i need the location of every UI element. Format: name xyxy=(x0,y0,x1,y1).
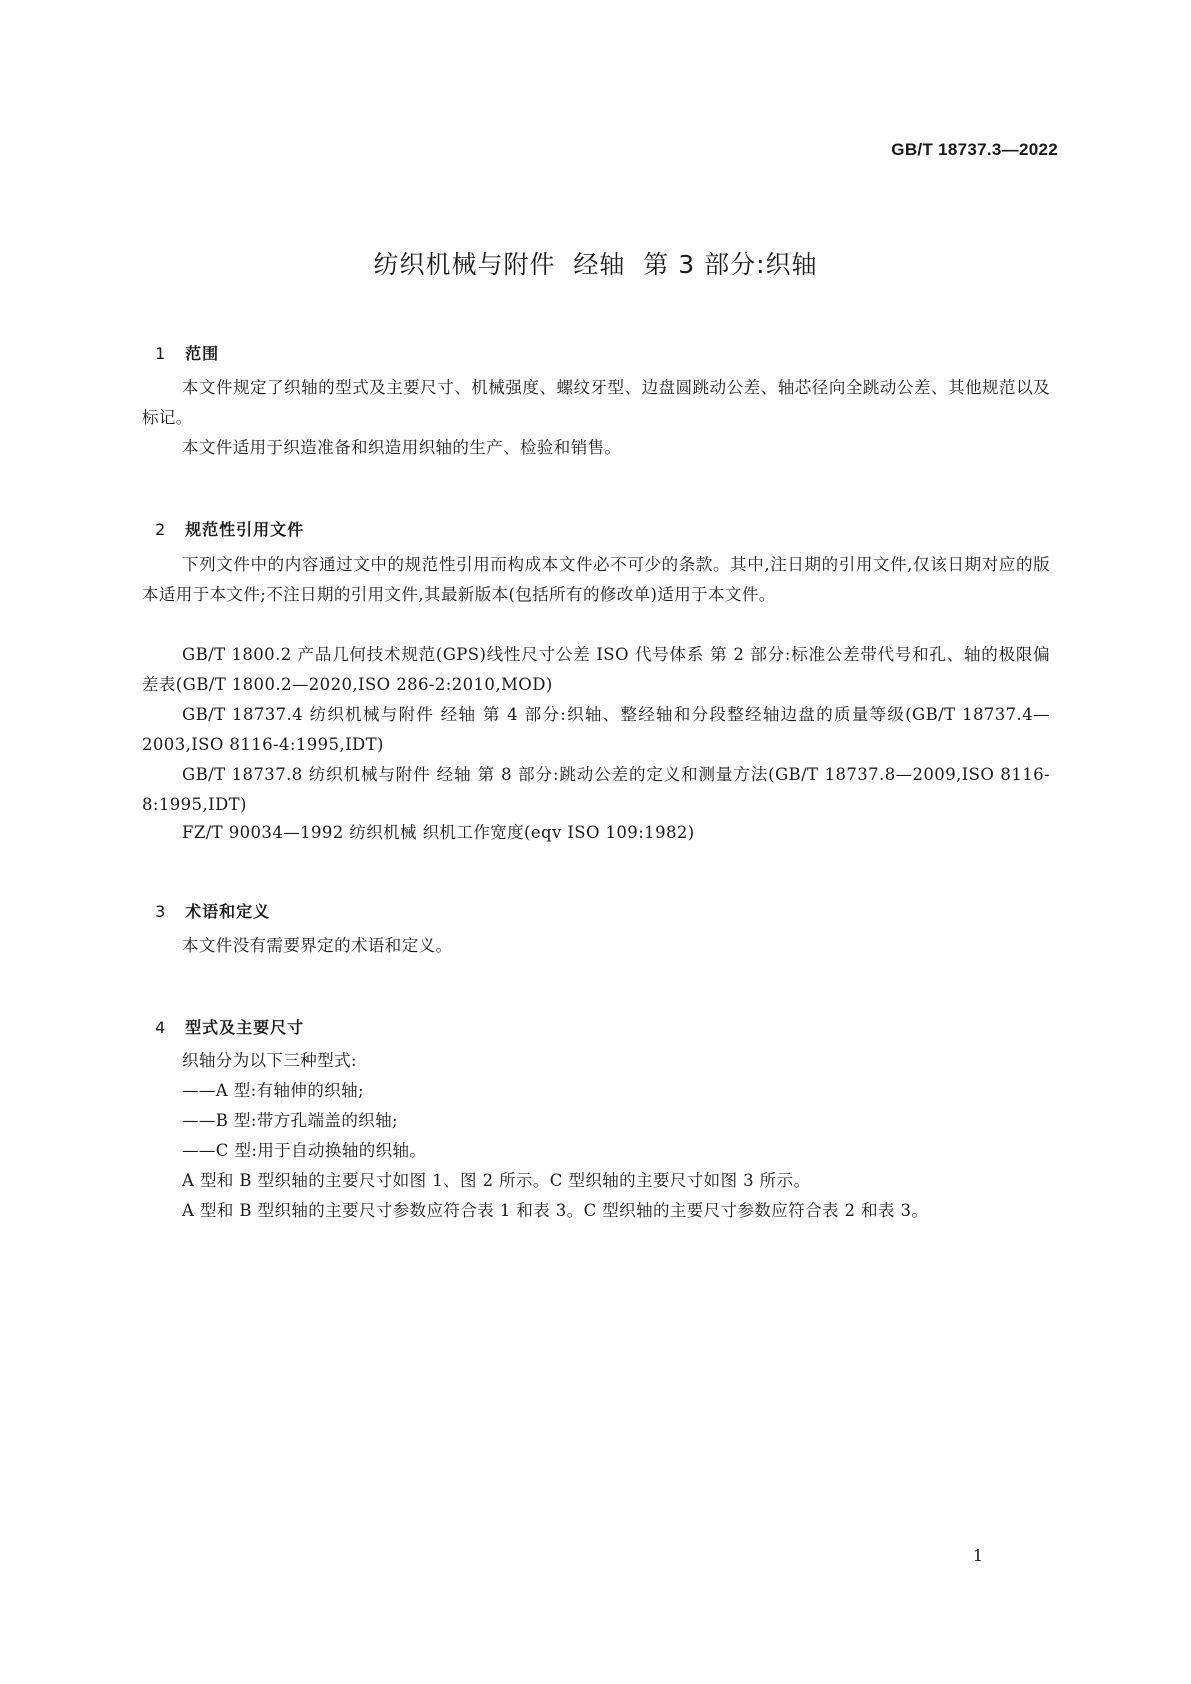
section-3-paragraph-1: 本文件没有需要界定的术语和定义。 xyxy=(182,936,453,955)
section-3-heading xyxy=(142,880,270,922)
type-intro-line: 织轴分为以下三种型式: xyxy=(182,1051,357,1070)
document-title: 纺织机械与附件 经轴 第 3 部分:织轴 xyxy=(373,250,818,279)
section-number: 4 xyxy=(155,1018,167,1037)
section-title: 范围 xyxy=(185,344,220,363)
figure-reference-line: A 型和 B 型织轴的主要尺寸如图 1、图 2 所示。C 型织轴的主要尺寸如图 3 所示。 xyxy=(182,1171,811,1190)
section-number: 1 xyxy=(155,344,167,363)
type-b-line: ——B 型:带方孔端盖的织轴; xyxy=(182,1111,398,1130)
page-number: 1 xyxy=(972,1546,983,1565)
reference-gbt-1800-2: GB/T 1800.2 产品几何技术规范(GPS)线性尺寸公差 ISO 代号体系 第 2 部分:标准公差带代号和孔、轴的极限偏差表(GB/T 1800.2—2020,ISO 286-2:2010,MOD) xyxy=(142,645,1050,694)
section-1-paragraph-1: 本文件规定了织轴的型式及主要尺寸、机械强度、螺纹牙型、边盘圆跳动公差、轴芯径向全跳动公差、其他规范以及标记。 xyxy=(142,378,1050,427)
standard-code: GB/T 18737.3—2022 xyxy=(891,140,1058,159)
section-title: 型式及主要尺寸 xyxy=(185,1018,305,1037)
type-a-line: ——A 型:有轴伸的织轴; xyxy=(182,1081,364,1100)
section-title: 规范性引用文件 xyxy=(185,520,305,539)
table-reference-line: A 型和 B 型织轴的主要尺寸参数应符合表 1 和表 3。C 型织轴的主要尺寸参数应符合表 2 和表 3。 xyxy=(182,1201,929,1220)
section-2-heading xyxy=(142,498,304,540)
section-title: 术语和定义 xyxy=(185,902,271,921)
section-number: 2 xyxy=(155,520,167,539)
section-2-intro: 下列文件中的内容通过文中的规范性引用而构成本文件必不可少的条款。其中,注日期的引用文件,仅该日期对应的版本适用于本文件;不注日期的引用文件,其最新版本(包括所有的修改单)适用于本文件。 xyxy=(142,555,1050,604)
reference-fzt-90034: FZ/T 90034—1992 纺织机械 织机工作宽度(eqv ISO 109:1982) xyxy=(182,823,695,842)
reference-gbt-18737-4: GB/T 18737.4 纺织机械与附件 经轴 第 4 部分:织轴、整经轴和分段整经轴边盘的质量等级(GB/T 18737.4—2003,ISO 8116-4:1995,IDT) xyxy=(142,705,1050,754)
section-4-heading xyxy=(142,996,304,1038)
reference-gbt-18737-8: GB/T 18737.8 纺织机械与附件 经轴 第 8 部分:跳动公差的定义和测量方法(GB/T 18737.8—2009,ISO 8116-8:1995,IDT) xyxy=(142,765,1050,814)
type-c-line: ——C 型:用于自动换轴的织轴。 xyxy=(182,1141,427,1160)
section-1-paragraph-2: 本文件适用于织造准备和织造用织轴的生产、检验和销售。 xyxy=(182,438,622,457)
section-number: 3 xyxy=(155,902,167,921)
section-1-heading xyxy=(142,322,219,364)
